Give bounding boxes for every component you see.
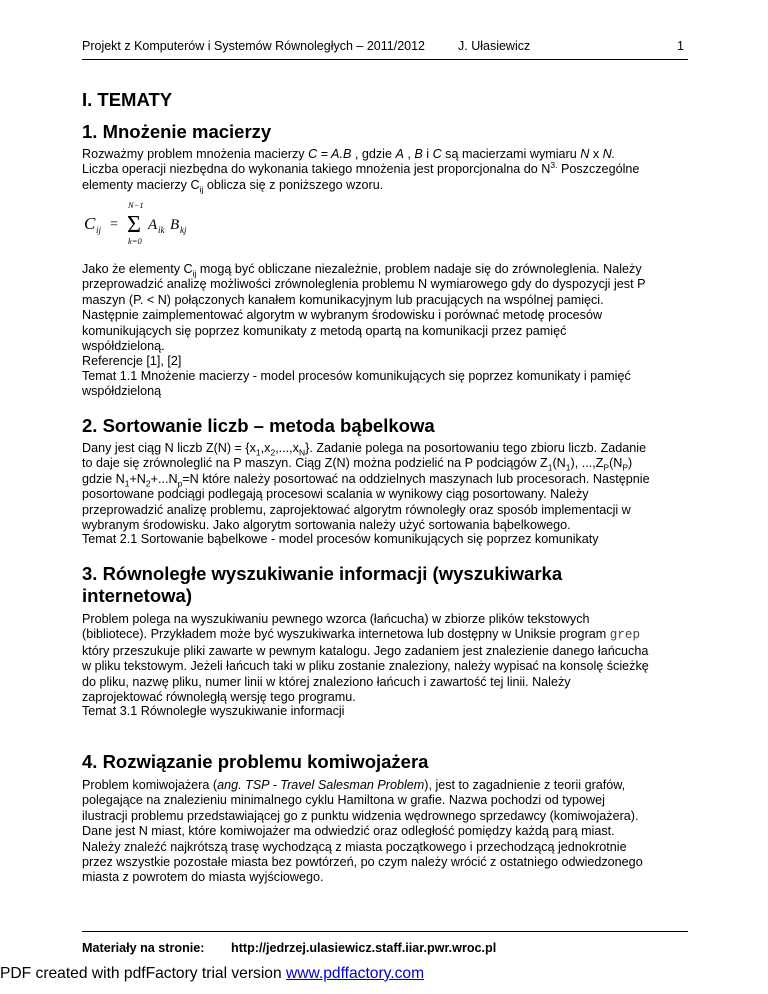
formula-lhs: C xyxy=(84,214,96,233)
text-line: Problem polega na wyszukiwaniu pewnego wzorca (łańcucha) w zbiorze plików tekstowych xyxy=(82,612,590,626)
matrix-product-formula xyxy=(82,196,282,246)
text-run: 2 xyxy=(145,478,151,489)
section-2-heading: 2. Sortowanie liczb – metoda bąbelkowa xyxy=(82,415,435,436)
text-run: ), ...,Z xyxy=(570,456,604,471)
pdf-watermark-text: PDF created with pdfFactory trial version xyxy=(0,965,286,982)
text-run: Dany jest ciąg N liczb Z(N) = {x xyxy=(82,441,256,455)
section-1-description xyxy=(82,262,692,370)
topic-1-1 xyxy=(82,369,692,400)
text-line: 3. Równoległe wyszukiwanie informacji (wyszukiwarka xyxy=(82,563,563,584)
footer-label: Materiały na stronie: xyxy=(82,941,205,955)
text-line: maszyn (P. < N) połączonych kanałem komunikacyjnym lub pracujących na wspólnej pamięci. xyxy=(82,292,604,307)
text-run: P xyxy=(622,462,629,473)
text-run: }. Zadanie polega na posortowaniu tego zbioru liczb. Zadanie xyxy=(305,441,647,455)
text-run: Problem komiwojażera ( xyxy=(82,778,218,792)
code-grep: grep xyxy=(609,628,640,643)
text-line: posortowane podciągi podlegają procesowi scalania w wynikowy ciąg posortowany. Należy xyxy=(82,487,589,502)
text-run: C = A.B xyxy=(308,147,352,161)
text-line: który przeszukuje pliki zawarte w pewnym katalogu. Jego zadaniem jest znalezienie danego łańcucha xyxy=(82,643,649,658)
header-page-number: 1 xyxy=(677,39,684,53)
text-run: 2 xyxy=(270,447,276,458)
text-line: przeprowadzić analizę możliwości zrównoleglenia problemu N wymiarowego gdy do dyspozycji jest P xyxy=(82,277,646,292)
formula-sum-lower: k=0 xyxy=(128,236,142,246)
formula-sum-upper: N−1 xyxy=(128,200,144,210)
text-run: ij xyxy=(192,268,197,279)
text-run: ,...,x xyxy=(275,441,299,455)
text-run: ang. TSP - Travel Salesman Problem xyxy=(217,778,425,792)
text-run: i xyxy=(422,147,433,161)
text-line: wybranym środowisku. Jako algorytm sortowania należy użyć sortowania bąbelkowego. xyxy=(82,518,571,533)
text-run: oblicza się z poniższego wzoru. xyxy=(203,177,384,192)
text-run: 3. xyxy=(550,160,558,171)
text-run: ) xyxy=(628,456,633,471)
text-run: (bibliotece). Przykładem może być wyszukiwarka internetowa lub dostępny w Uniksie program xyxy=(82,627,610,642)
text-run: P xyxy=(603,462,610,473)
section-2-description xyxy=(82,441,692,533)
formula-a: A xyxy=(148,217,158,233)
pdf-watermark xyxy=(0,965,424,983)
text-line: zaprojektować równoległą wersję tego programu. xyxy=(82,690,356,705)
text-line: przeprowadzić analizę problemu, zaprojektować algorytm równoległy oraz sposób implementacji w xyxy=(82,502,631,517)
text-run: Rozważmy problem mnożenia macierzy xyxy=(82,147,309,161)
header-course-title: Projekt z Komputerów i Systemów Równoległych – 2011/2012 xyxy=(82,39,425,53)
text-run: N. xyxy=(602,147,616,161)
page-footer xyxy=(82,931,688,962)
text-run: gdzie N xyxy=(82,471,125,486)
text-line: ilustracji problemu przedstawiającej go z punktu widzenia wędrownego sprzedawcy (komiwojażera). xyxy=(82,808,639,823)
text-run: mogą być obliczane niezależnie, problem nadaje się do zrównoleglenia. Należy xyxy=(196,262,642,276)
text-run: 1 xyxy=(124,478,130,489)
text-line: współdzieloną. xyxy=(82,339,165,354)
text-line: Temat 1.1 Mnożenie macierzy - model procesów komunikujących się poprzez komunikaty i pamięć xyxy=(82,369,631,383)
section-1-intro xyxy=(82,147,692,193)
formula-b-sub: kj xyxy=(180,225,187,235)
text-run: , xyxy=(403,147,415,161)
text-line: Następnie zaimplementować algorytm w wybranym środowisku i porównać metodę procesów xyxy=(82,308,603,323)
text-line: internetowa) xyxy=(82,585,192,606)
text-run: ij xyxy=(199,184,204,195)
text-run: elementy macierzy C xyxy=(82,177,200,192)
section-4-heading: 4. Rozwiązanie problemu komiwojażera xyxy=(82,751,429,772)
text-run: (N xyxy=(609,456,623,471)
formula-equals: = xyxy=(110,217,118,232)
formula-a-sub: ik xyxy=(158,225,165,235)
text-run: (N xyxy=(552,456,566,471)
text-run: 1 xyxy=(547,462,553,473)
section-3-description xyxy=(82,612,692,705)
section-3-heading xyxy=(82,563,562,607)
text-run: +...N xyxy=(150,471,178,486)
text-line: Temat 3.1 Równoległe wyszukiwanie informacji xyxy=(82,704,345,718)
footer-url-link[interactable]: http://jedrzej.ulasiewicz.staff.iiar.pwr.wroc.pl xyxy=(231,941,497,955)
text-line: miasta z powrotem do miasta wyjściowego. xyxy=(82,870,324,885)
text-run: x xyxy=(589,147,603,161)
text-run: N xyxy=(298,447,306,458)
text-line: Dane jest N miast, które komiwojażer ma odwiedzić oraz odległość pomiędzy każdą parą miast. xyxy=(82,824,615,839)
text-run: Poszczególne xyxy=(557,162,640,177)
section-1-heading: 1. Mnożenie macierzy xyxy=(82,121,272,142)
text-run: to daje się zrównoleglić na P maszyn. Ciąg Z(N) można podzielić na P podciągów Z xyxy=(82,456,548,471)
text-run: +N xyxy=(129,471,146,486)
formula-b: B xyxy=(170,217,180,233)
document-title: I. TEMATY xyxy=(82,89,173,110)
topic-3-1 xyxy=(82,704,692,719)
text-line: polegające na znalezieniu minimalnego cyklu Hamiltona w grafie. Nazwa pochodzi od typowej xyxy=(82,793,605,808)
page-header xyxy=(82,37,688,60)
text-run: Liczba operacji niezbędna do wykonania takiego mnożenia jest proporcjonalna do N xyxy=(82,162,551,177)
text-run: =N które należy posortować na oddzielnych maszynach lub procesorach. Następnie xyxy=(182,471,650,486)
text-run: Jako że elementy C xyxy=(82,262,193,276)
text-line: Należy znaleźć najkrótszą trasę wychodzącą z miasta początkowego i przechodzącą jednokrotnie xyxy=(82,839,627,854)
references-line: Referencje [1], [2] xyxy=(82,354,182,369)
text-run: 1 xyxy=(255,447,261,458)
text-run: A xyxy=(395,147,404,161)
text-run: p xyxy=(177,478,183,489)
text-run: B xyxy=(414,147,423,161)
text-run: 1 xyxy=(565,462,571,473)
text-run: ,x xyxy=(260,441,271,455)
topic-2-1 xyxy=(82,532,692,547)
text-line: komunikujących się poprzez komunikaty z metodą opartą na komunikacji przez pamięć xyxy=(82,323,567,338)
text-line: przez wszystkie pozostałe miasta bez powtórzeń, po czym należy wrócić z ostatniego odwiedzonego xyxy=(82,855,643,870)
text-run: , gdzie xyxy=(351,147,396,161)
text-line: współdzieloną xyxy=(82,384,162,399)
text-line: do pliku, nazwę pliku, numer linii w której znaleziono łańcuch i zawartość tej linii. Należy xyxy=(82,674,571,689)
section-4-description xyxy=(82,778,692,886)
text-run: są macierzami wymiaru xyxy=(441,147,581,161)
header-author: J. Ułasiewicz xyxy=(458,39,531,53)
text-run: ), jest to zagadnienie z teorii grafów, xyxy=(424,778,626,792)
formula-sum: Σ xyxy=(127,212,141,238)
formula-lhs-sub: ij xyxy=(96,225,102,235)
text-run: C xyxy=(432,147,442,161)
pdffactory-link[interactable]: www.pdffactory.com xyxy=(286,965,425,982)
text-line: Temat 2.1 Sortowanie bąbelkowe - model procesów komunikujących się poprzez komunikaty xyxy=(82,532,599,546)
text-line: w pliku tekstowym. Jeżeli łańcuch taki w pliku zostanie znaleziony, należy wypisać na konsolę ścieżkę xyxy=(82,659,649,674)
text-run: N xyxy=(580,147,590,161)
